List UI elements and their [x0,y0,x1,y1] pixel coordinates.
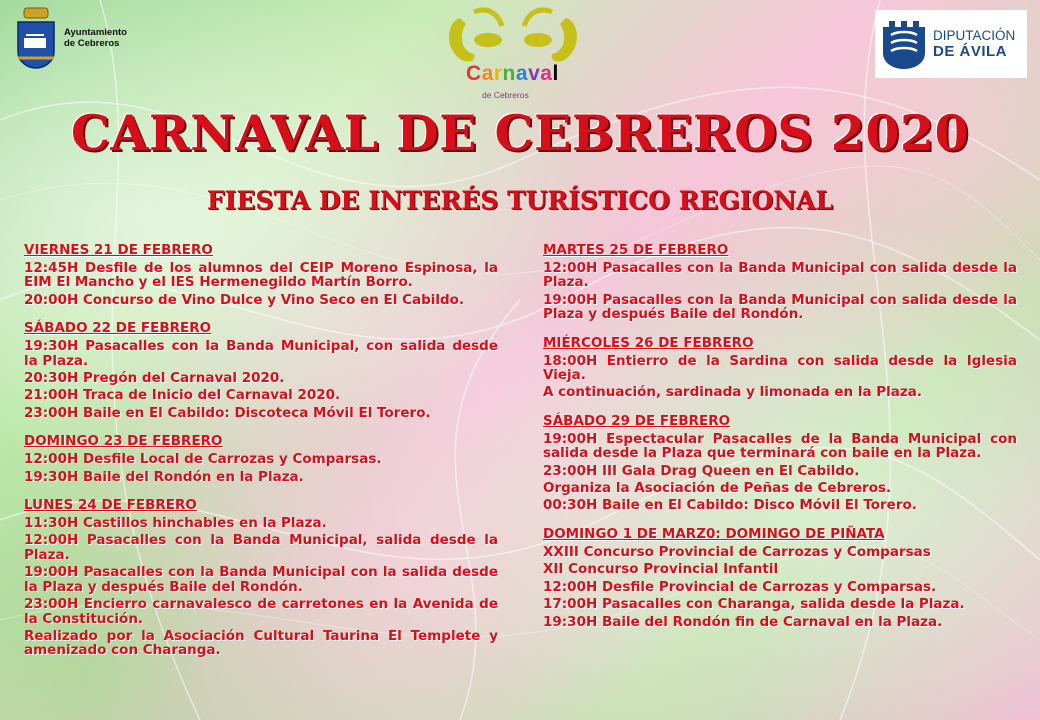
town-logo-line-2: de Cebreros [64,38,120,49]
carnaval-logo [438,4,588,106]
page-title: CARNAVAL DE CEBREROS 2020 [70,104,970,162]
ayuntamiento-logo [14,6,127,70]
day-title: SÁBADO 22 DE FEBRERO [24,320,212,337]
day-title: DOMINGO 23 DE FEBRERO [24,433,223,450]
event-item: 19:30H Pasacalles con la Banda Municipal, con salida desde la Plaza. [24,338,498,369]
event-item: 19:00H Espectacular Pasacalles de la Banda Municipal con salida desde la Plaza que terminará con baile en la Plaza. [543,430,1017,462]
event-item: 19:30H Baile del Rondón fin de Carnaval en la Plaza. [543,613,943,630]
day-block [24,320,498,420]
diputacion-logo [875,10,1027,78]
event-item: 19:30H Baile del Rondón en la Plaza. [24,468,304,485]
event-item: 19:00H Pasacalles con la Banda Municipal con la salida desde la Plaza y después Baile del Rondón. [24,564,498,595]
day-block [24,497,498,658]
event-item: 12:00H Pasacalles con la Banda Municipal, salida desde la Plaza. [24,532,498,563]
day-block [24,433,498,484]
coat-of-arms-icon [14,6,58,70]
diputacion-line-1: DIPUTACIÓN [933,28,1016,43]
event-item: 20:00H Concurso de Vino Dulce y Vino Seco en El Cabildo. [24,291,465,308]
day-title: LUNES 24 DE FEBRERO [24,497,197,514]
carnaval-logo-word: Carnaval [466,62,559,85]
day-block [24,242,498,307]
event-item: 00:30H Baile en El Cabildo: Disco Móvil El Torero. [543,497,917,514]
carnaval-logo-subtitle: de Cebreros [482,90,529,100]
event-item: Organiza la Asociación de Peñas de Cebreros. [543,480,892,497]
event-item: 23:00H Encierro carnavalesco de carretones en la Avenida de la Constitución. [24,596,498,627]
event-item: 17:00H Pasacalles con Charanga, salida desde la Plaza. [543,596,965,613]
event-item: 23:00H Baile en El Cabildo: Discoteca Móvil El Torero. [24,404,431,421]
day-title: DOMINGO 1 DE MARZ0: DOMINGO DE PIÑATA [543,525,885,542]
event-item: A continuación, sardinada y limonada en la Plaza. [543,384,923,401]
day-block [543,335,1017,400]
event-item: 21:00H Traca de Inicio del Carnaval 2020. [24,387,341,404]
day-title: MARTES 25 DE FEBRERO [543,242,729,258]
day-title: SÁBADO 29 DE FEBRERO [543,412,731,429]
event-item: 12:45H Desfile de los alumnos del CEIP Moreno Espinosa, la EIM El Mancho y el IES Hermenegildo Martín Borro. [24,260,498,291]
page-subtitle: FIESTA DE INTERÉS TURÍSTICO REGIONAL [206,186,834,215]
event-item: 11:30H Castillos hinchables en la Plaza. [24,515,327,532]
mask-icon [438,4,588,68]
day-title: VIERNES 21 DE FEBRERO [24,242,213,258]
event-item: XXIII Concurso Provincial de Carrozas y Comparsas [543,543,931,560]
event-item: 18:00H Entierro de la Sardina con salida desde la Iglesia Vieja. [543,352,1017,384]
event-item: 23:00H III Gala Drag Queen en El Cabildo. [543,462,860,479]
event-item: XII Concurso Provincial Infantil [543,561,779,578]
event-item: 12:00H Pasacalles con la Banda Municipal con salida desde la Plaza. [543,260,1017,291]
event-item: Realizado por la Asociación Cultural Taurina El Templete y amenizado con Charanga. [24,627,498,659]
event-item: 19:00H Pasacalles con la Banda Municipal con salida desde la Plaza y después Baile del Rondón. [543,291,1017,323]
event-item: 20:30H Pregón del Carnaval 2020. [24,370,285,387]
day-title: MIÉRCOLES 26 DE FEBRERO [543,334,754,351]
event-item: 12:00H Desfile Local de Carrozas y Comparsas. [24,451,382,468]
castle-icon [881,17,927,71]
day-block [543,526,1017,629]
schedule-right-column [543,242,1017,642]
day-block [543,413,1017,513]
day-block [543,242,1017,322]
town-logo-line-1: Ayuntamiento [64,27,127,38]
event-item: 12:00H Desfile Provincial de Carrozas y Comparsas. [543,578,937,595]
diputacion-line-2: DE ÁVILA [933,43,1008,60]
schedule-left-column [24,242,498,671]
